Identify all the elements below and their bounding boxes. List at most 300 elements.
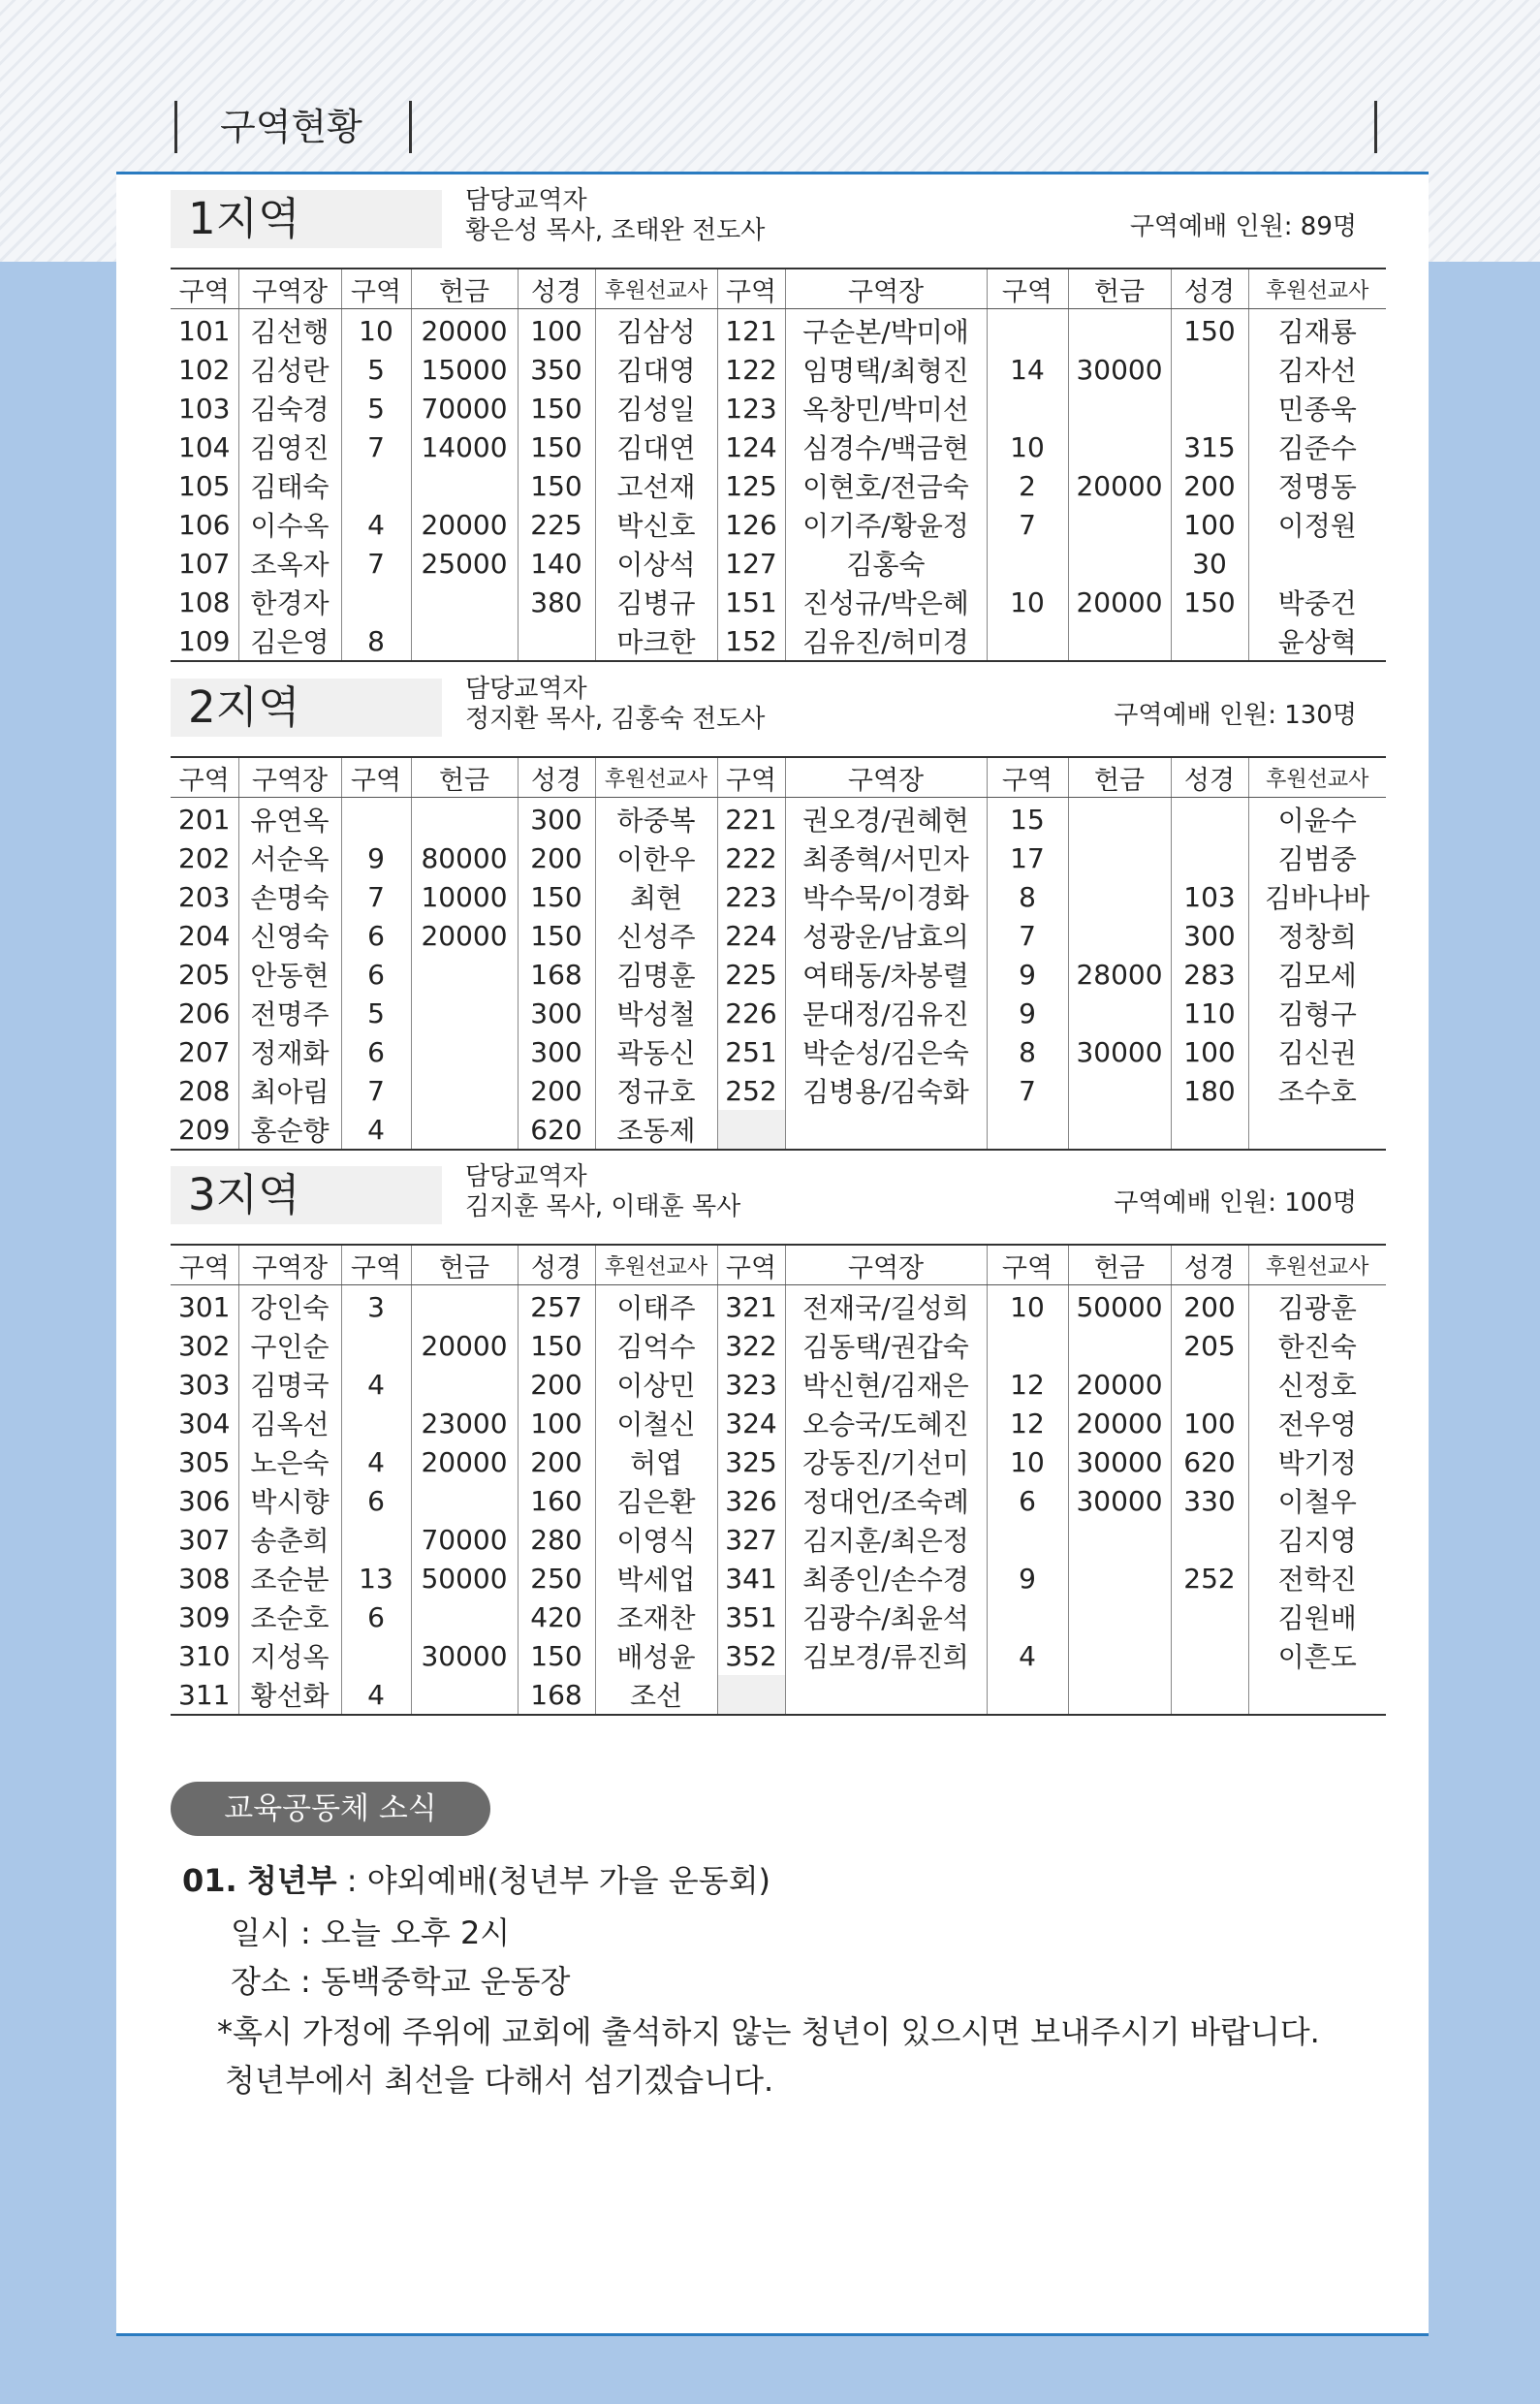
table-cell: 30000 <box>1068 350 1171 389</box>
table-cell: 106 <box>178 508 231 541</box>
region-table <box>171 268 1386 662</box>
table-cell: 이윤수 <box>1248 798 1386 839</box>
table-cell <box>987 621 1068 661</box>
table-cell: 226 <box>717 994 785 1032</box>
table-cell: 300 <box>518 1032 595 1071</box>
table-cell: 곽동신 <box>595 1032 717 1071</box>
table-cell: 108 <box>178 585 231 618</box>
column-header: 구역장 <box>238 269 341 309</box>
table-cell: 옥창민/박미선 <box>785 389 987 427</box>
table-cell <box>1068 1110 1171 1150</box>
table-cell <box>987 1326 1068 1365</box>
table-cell: 고선재 <box>595 466 717 505</box>
table-cell: 20000 <box>411 309 518 351</box>
table-cell: 조순분 <box>238 1559 341 1597</box>
table-header-row <box>171 757 1386 798</box>
table-cell: 20000 <box>1068 583 1171 621</box>
news-note-1: *혹시 가정에 주위에 교회에 출석하지 않는 청년이 있으시면 보내주시기 바랍니다. <box>217 2013 1320 2050</box>
table-cell: 김광훈 <box>1248 1285 1386 1327</box>
table-row <box>171 955 1386 994</box>
table-cell: 350 <box>518 350 595 389</box>
table-cell: 200 <box>518 1071 595 1110</box>
table-cell <box>411 1032 518 1071</box>
table-cell: 283 <box>1171 955 1248 994</box>
table-cell: 341 <box>717 1559 785 1597</box>
table-cell: 김명훈 <box>595 955 717 994</box>
column-header: 후원선교사 <box>1248 757 1386 798</box>
table-cell <box>1068 309 1171 351</box>
table-cell: 김영진 <box>238 427 341 466</box>
table-cell: 324 <box>717 1404 785 1442</box>
table-cell: 김성란 <box>238 350 341 389</box>
table-cell: 문대정/김유진 <box>785 994 987 1032</box>
news-note-2: 청년부에서 최선을 다해서 섬기겠습니다. <box>225 2062 774 2099</box>
table-cell: 123 <box>717 389 785 427</box>
table-row <box>171 916 1386 955</box>
region-lead-names: 황은성 목사, 조태완 전도사 <box>465 216 766 245</box>
table-cell: 민종욱 <box>1248 389 1386 427</box>
table-cell: 김범중 <box>1248 838 1386 877</box>
table-cell: 이태주 <box>595 1285 717 1327</box>
page-title: 구역현황 <box>220 106 362 148</box>
table-cell <box>341 1520 411 1559</box>
table-cell: 구인순 <box>238 1326 341 1365</box>
table-cell: 9 <box>987 955 1068 994</box>
table-cell <box>1248 1110 1386 1150</box>
table-cell: 전재국/길성희 <box>785 1285 987 1327</box>
table-row <box>171 350 1386 389</box>
table-cell <box>1171 1675 1248 1715</box>
table-cell: 전명주 <box>238 994 341 1032</box>
table-cell: 김대연 <box>595 427 717 466</box>
region-attendance-count: 구역예배 인원: 130명 <box>1114 701 1357 730</box>
table-row <box>171 1326 1386 1365</box>
table-cell <box>1068 994 1171 1032</box>
table-row <box>171 505 1386 544</box>
column-header: 후원선교사 <box>595 757 717 798</box>
table-cell: 노은숙 <box>238 1442 341 1481</box>
table-row <box>171 1285 1386 1327</box>
news-item-number: 01. <box>182 1862 237 1899</box>
column-header: 헌금 <box>1068 269 1171 309</box>
table-row <box>171 1559 1386 1597</box>
table-cell: 신정호 <box>1248 1365 1386 1404</box>
table-cell: 한진숙 <box>1248 1326 1386 1365</box>
table-cell: 303 <box>178 1368 231 1401</box>
table-cell <box>1068 1071 1171 1110</box>
table-cell <box>987 1110 1068 1150</box>
table-cell <box>411 798 518 839</box>
table-cell: 20000 <box>1068 1404 1171 1442</box>
table-cell: 150 <box>518 1636 595 1675</box>
column-header: 성경 <box>1171 269 1248 309</box>
table-cell: 6 <box>341 955 411 994</box>
table-cell: 208 <box>178 1074 231 1107</box>
table-cell <box>411 466 518 505</box>
table-cell: 박순성/김은숙 <box>785 1032 987 1071</box>
table-cell: 17 <box>987 838 1068 877</box>
table-cell: 302 <box>178 1329 231 1362</box>
table-cell: 박시향 <box>238 1481 341 1520</box>
news-section-title: 교육공동체 소식 <box>171 1782 490 1836</box>
table-cell: 104 <box>178 430 231 463</box>
table-cell <box>411 1365 518 1404</box>
table-cell: 209 <box>178 1113 231 1146</box>
column-header: 구역 <box>341 757 411 798</box>
table-cell <box>411 955 518 994</box>
table-cell <box>1068 1636 1171 1675</box>
table-cell <box>1171 838 1248 877</box>
table-cell: 최현 <box>595 877 717 916</box>
table-cell <box>411 1597 518 1636</box>
table-cell: 70000 <box>411 389 518 427</box>
table-cell: 진성규/박은혜 <box>785 583 987 621</box>
table-cell: 마크한 <box>595 621 717 661</box>
table-cell: 송춘희 <box>238 1520 341 1559</box>
table-cell: 오승국/도혜진 <box>785 1404 987 1442</box>
column-header: 헌금 <box>411 269 518 309</box>
table-cell: 20000 <box>411 1442 518 1481</box>
region-lead-label: 담당교역자 <box>465 675 587 704</box>
column-header: 헌금 <box>1068 757 1171 798</box>
table-cell: 이한우 <box>595 838 717 877</box>
table-cell: 121 <box>717 309 785 351</box>
table-cell <box>1171 1365 1248 1404</box>
table-cell: 이흔도 <box>1248 1636 1386 1675</box>
table-cell: 308 <box>178 1562 231 1595</box>
table-cell: 80000 <box>411 838 518 877</box>
table-cell: 252 <box>717 1071 785 1110</box>
table-cell: 100 <box>1171 1404 1248 1442</box>
table-cell: 4 <box>341 1110 411 1150</box>
table-cell: 30000 <box>1068 1481 1171 1520</box>
column-header: 후원선교사 <box>1248 269 1386 309</box>
table-cell: 손명숙 <box>238 877 341 916</box>
table-cell: 박중건 <box>1248 583 1386 621</box>
table-cell <box>1068 838 1171 877</box>
column-header: 구역 <box>987 757 1068 798</box>
table-cell: 7 <box>987 505 1068 544</box>
table-cell: 140 <box>518 544 595 583</box>
column-header: 구역장 <box>238 1245 341 1285</box>
column-header: 구역장 <box>238 757 341 798</box>
table-cell: 9 <box>341 838 411 877</box>
table-cell <box>1068 1520 1171 1559</box>
table-cell: 이상석 <box>595 544 717 583</box>
table-cell: 이영식 <box>595 1520 717 1559</box>
table-cell: 김병규 <box>595 583 717 621</box>
table-cell: 127 <box>717 544 785 583</box>
table-cell: 15 <box>987 798 1068 839</box>
table-cell: 김원배 <box>1248 1597 1386 1636</box>
table-cell: 4 <box>341 1365 411 1404</box>
table-cell: 김명국 <box>238 1365 341 1404</box>
table-header-row <box>171 269 1386 309</box>
table-cell: 20000 <box>1068 466 1171 505</box>
table-cell: 351 <box>717 1597 785 1636</box>
table-cell: 252 <box>1171 1559 1248 1597</box>
table-cell: 서순옥 <box>238 838 341 877</box>
table-cell: 620 <box>518 1110 595 1150</box>
table-cell: 200 <box>518 1365 595 1404</box>
table-cell <box>1068 1597 1171 1636</box>
table-cell: 20000 <box>1068 1365 1171 1404</box>
table-cell: 김신권 <box>1248 1032 1386 1071</box>
table-header-row <box>171 1245 1386 1285</box>
table-cell <box>987 1597 1068 1636</box>
table-cell <box>1068 1675 1171 1715</box>
table-cell: 307 <box>178 1523 231 1556</box>
table-cell: 28000 <box>1068 955 1171 994</box>
table-cell: 정명동 <box>1248 466 1386 505</box>
table-cell: 50000 <box>411 1559 518 1597</box>
table-cell: 허엽 <box>595 1442 717 1481</box>
table-cell <box>987 309 1068 351</box>
region-attendance-count: 구역예배 인원: 100명 <box>1114 1188 1357 1218</box>
table-cell: 150 <box>518 466 595 505</box>
table-cell <box>411 1110 518 1150</box>
table-cell: 200 <box>1171 1285 1248 1327</box>
column-header: 성경 <box>1171 757 1248 798</box>
table-cell: 박성철 <box>595 994 717 1032</box>
table-cell: 224 <box>717 916 785 955</box>
table-cell <box>411 621 518 661</box>
table-cell: 150 <box>518 1326 595 1365</box>
table-cell: 100 <box>1171 505 1248 544</box>
table-cell: 309 <box>178 1600 231 1633</box>
table-cell: 100 <box>1171 1032 1248 1071</box>
table-cell: 김태숙 <box>238 466 341 505</box>
table-row <box>171 583 1386 621</box>
table-cell: 251 <box>717 1032 785 1071</box>
table-cell: 25000 <box>411 544 518 583</box>
table-cell: 150 <box>1171 309 1248 351</box>
table-cell: 4 <box>987 1636 1068 1675</box>
table-cell: 205 <box>1171 1326 1248 1365</box>
table-cell: 221 <box>717 798 785 839</box>
column-header: 구역 <box>171 1245 238 1285</box>
table-cell: 전학진 <box>1248 1559 1386 1597</box>
table-row <box>171 1442 1386 1481</box>
column-header: 성경 <box>518 757 595 798</box>
column-header: 구역 <box>171 757 238 798</box>
table-cell: 323 <box>717 1365 785 1404</box>
table-cell: 심경수/백금현 <box>785 427 987 466</box>
column-header: 구역 <box>171 269 238 309</box>
region-lead-names: 김지훈 목사, 이태훈 목사 <box>465 1192 741 1221</box>
table-cell: 7 <box>341 427 411 466</box>
table-cell <box>411 994 518 1032</box>
table-cell: 150 <box>518 389 595 427</box>
table-cell: 9 <box>987 994 1068 1032</box>
table-cell: 311 <box>178 1678 231 1711</box>
news-item-heading <box>182 1861 770 1900</box>
table-cell: 12 <box>987 1404 1068 1442</box>
table-row <box>171 544 1386 583</box>
news-item-desc: : 야외예배(청년부 가을 운동회) <box>336 1862 770 1899</box>
table-cell: 7 <box>987 916 1068 955</box>
news-item-title: 청년부 <box>246 1862 337 1899</box>
table-cell: 강동진/기선미 <box>785 1442 987 1481</box>
table-row <box>171 389 1386 427</box>
table-cell: 321 <box>717 1285 785 1327</box>
table-cell: 200 <box>518 838 595 877</box>
table-cell: 임명택/최형진 <box>785 350 987 389</box>
table-cell: 신성주 <box>595 916 717 955</box>
table-cell: 10 <box>987 1442 1068 1481</box>
table-cell: 황선화 <box>238 1675 341 1715</box>
table-row <box>171 1365 1386 1404</box>
table-cell: 168 <box>518 1675 595 1715</box>
table-cell: 6 <box>341 1597 411 1636</box>
table-row <box>171 427 1386 466</box>
table-cell: 최아림 <box>238 1071 341 1110</box>
table-cell: 윤상혁 <box>1248 621 1386 661</box>
table-cell: 하중복 <box>595 798 717 839</box>
table-cell: 103 <box>1171 877 1248 916</box>
table-cell: 300 <box>518 798 595 839</box>
table-cell <box>1068 389 1171 427</box>
table-cell: 150 <box>518 916 595 955</box>
table-cell: 권오경/권혜현 <box>785 798 987 839</box>
table-cell: 203 <box>178 880 231 913</box>
table-cell: 김숙경 <box>238 389 341 427</box>
table-cell <box>411 1071 518 1110</box>
table-cell: 257 <box>518 1285 595 1327</box>
table-cell <box>987 1520 1068 1559</box>
header-right-bar <box>1374 101 1377 153</box>
table-cell: 김억수 <box>595 1326 717 1365</box>
table-cell: 4 <box>341 505 411 544</box>
table-cell: 225 <box>717 955 785 994</box>
table-row <box>171 1520 1386 1559</box>
table-cell: 5 <box>341 350 411 389</box>
table-cell: 126 <box>717 505 785 544</box>
table-cell <box>1248 544 1386 583</box>
table-cell: 박세업 <box>595 1559 717 1597</box>
table-row <box>171 1675 1386 1715</box>
table-cell: 박신호 <box>595 505 717 544</box>
table-cell: 100 <box>518 1404 595 1442</box>
table-cell: 이현호/전금숙 <box>785 466 987 505</box>
table-cell: 124 <box>717 427 785 466</box>
table-cell: 420 <box>518 1597 595 1636</box>
table-cell: 최종혁/서민자 <box>785 838 987 877</box>
table-cell: 125 <box>717 466 785 505</box>
table-cell: 김지훈/최은정 <box>785 1520 987 1559</box>
table-cell <box>1068 916 1171 955</box>
table-cell: 이기주/황윤정 <box>785 505 987 544</box>
table-cell: 김유진/허미경 <box>785 621 987 661</box>
table-cell: 207 <box>178 1035 231 1068</box>
table-cell <box>1068 544 1171 583</box>
header-left-bar <box>174 101 177 153</box>
region-name: 2지역 <box>171 679 442 737</box>
table-cell <box>1171 1636 1248 1675</box>
table-cell: 7 <box>341 544 411 583</box>
table-cell: 225 <box>518 505 595 544</box>
table-cell: 김은환 <box>595 1481 717 1520</box>
table-cell: 홍순향 <box>238 1110 341 1150</box>
table-cell <box>341 1404 411 1442</box>
table-cell: 박수묵/이경화 <box>785 877 987 916</box>
table-cell: 2 <box>987 466 1068 505</box>
column-header: 구역 <box>717 269 785 309</box>
table-cell <box>1171 798 1248 839</box>
table-cell: 14000 <box>411 427 518 466</box>
table-cell: 15000 <box>411 350 518 389</box>
table-cell: 327 <box>717 1520 785 1559</box>
table-cell: 안동현 <box>238 955 341 994</box>
table-cell <box>1068 505 1171 544</box>
table-cell <box>518 621 595 661</box>
table-cell: 5 <box>341 994 411 1032</box>
table-cell: 30000 <box>411 1636 518 1675</box>
table-cell: 6 <box>987 1481 1068 1520</box>
table-cell: 122 <box>717 350 785 389</box>
column-header: 구역 <box>717 757 785 798</box>
table-row <box>171 1404 1386 1442</box>
table-cell: 150 <box>1171 583 1248 621</box>
column-header: 구역장 <box>785 757 987 798</box>
footer-rule <box>116 2333 1429 2336</box>
table-cell: 이철신 <box>595 1404 717 1442</box>
table-cell: 180 <box>1171 1071 1248 1110</box>
table-cell: 신영숙 <box>238 916 341 955</box>
table-cell: 330 <box>1171 1481 1248 1520</box>
table-cell: 박기정 <box>1248 1442 1386 1481</box>
table-cell: 김옥선 <box>238 1404 341 1442</box>
table-cell: 이상민 <box>595 1365 717 1404</box>
table-cell: 김형구 <box>1248 994 1386 1032</box>
table-cell <box>411 1285 518 1327</box>
table-cell: 110 <box>1171 994 1248 1032</box>
table-cell: 배성윤 <box>595 1636 717 1675</box>
table-cell: 20000 <box>411 505 518 544</box>
table-cell <box>785 1110 987 1150</box>
table-cell: 3 <box>341 1285 411 1327</box>
table-cell: 250 <box>518 1559 595 1597</box>
table-row <box>171 1636 1386 1675</box>
table-cell: 107 <box>178 547 231 580</box>
table-cell: 정규호 <box>595 1071 717 1110</box>
table-cell: 204 <box>178 919 231 952</box>
table-cell: 152 <box>717 621 785 661</box>
table-cell: 222 <box>717 838 785 877</box>
region-lead-label: 담당교역자 <box>465 186 587 215</box>
table-cell: 김광수/최윤석 <box>785 1597 987 1636</box>
table-cell: 150 <box>518 877 595 916</box>
table-cell: 김성일 <box>595 389 717 427</box>
table-cell: 326 <box>717 1481 785 1520</box>
table-cell: 168 <box>518 955 595 994</box>
table-cell: 201 <box>178 803 231 836</box>
table-cell: 200 <box>518 1442 595 1481</box>
table-cell <box>987 1675 1068 1715</box>
table-cell: 박신현/김재은 <box>785 1365 987 1404</box>
column-header: 성경 <box>1171 1245 1248 1285</box>
table-cell: 김지영 <box>1248 1520 1386 1559</box>
table-cell: 김선행 <box>238 309 341 351</box>
table-cell: 325 <box>717 1442 785 1481</box>
table-cell: 305 <box>178 1445 231 1478</box>
table-row <box>171 309 1386 351</box>
region-name: 3지역 <box>171 1166 442 1224</box>
table-cell: 206 <box>178 996 231 1029</box>
table-cell: 김병용/김숙화 <box>785 1071 987 1110</box>
table-cell: 조동제 <box>595 1110 717 1150</box>
table-cell: 정창희 <box>1248 916 1386 955</box>
